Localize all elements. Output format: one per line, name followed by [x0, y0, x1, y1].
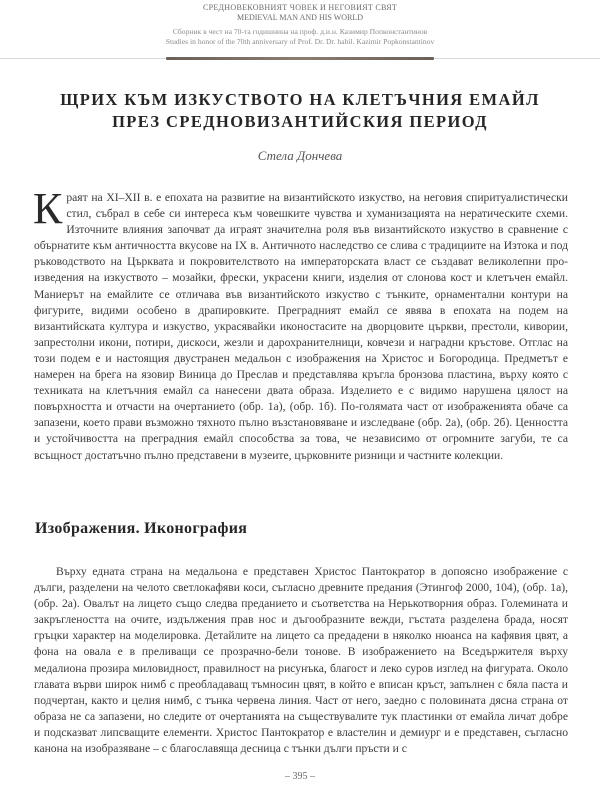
header-accent-bar [166, 57, 434, 60]
section-heading: Изображения. Иконография [35, 520, 248, 537]
dedication-bg: Сборник в чест на 70-та годишнина на проф. д.и.н. Казимир Попконстантинов [172, 27, 428, 36]
article-title [20, 89, 580, 133]
article-author: Стела Дончева [257, 148, 343, 163]
series-title-bg: СРЕДНОВЕКОВНИЯТ ЧОВЕК И НЕГОВИЯТ СВЯТ [202, 3, 398, 12]
running-header [0, 0, 600, 56]
page-number: – 395 – [285, 771, 315, 782]
intro-paragraph [33, 184, 568, 464]
intro-paragraph-text: раят на XI–XII в. е епохата на развитие на византийското изкуство, на неговия спиритуалистически стил, събрал в себе си интереса към човешките чувства и хуманизацията на нератическите схеми. Източните влияния започват да играят значителна роля във византийското изкуство в сравнение с обърнатите към античността вкусове на IX в. Античното наследство се слива с традициите на Изтока и под ръководството на Църквата и покровителството на императорската власт се създават великолепни произведения на изкуството – мозайки, фрески, украсени книги, изделия от слонова кост и клетъчен емайл. Маниерът на емайлите се отличава във византийското изкуство с тънките, орнаментални контури на фигурите, видими особено в драпировките. Преградният емайл се явява в епохата на подем на византийската култура и изкуство, украсявайки иконостасите на дворцовите църкви, престоли, кивории, запрестолни икони, потири, дискоси, жезли и дарохранителници, ковчези и наградни кръстове. Отглас на този подем е и настоящия двустранен медальон с изображения на Христос и Богородица. Предметът е намерен на брега на язовир Виница до Преслав и представлява кръгла бронзова пластина, върху която с техниката на клетъчния емайл са нанесени двата образа. Изделието е с видимо нарушена цялост на повърхността и отчасти на очертанието (обр. 1а), (обр. 1б). По-голямата част от изображенията обаче са запазени, което прави възможно тяхното пълно възстановяване и изследване (обр. 2а), (обр. 2б). Ценността и устойчивостта на преградния емайл способства за това, че независимо от огромните загуби, те са всъщност достатъчно пълно представени в музеите, църковните ризници и частните колекции. [34, 191, 568, 462]
drop-cap: К [33, 184, 63, 233]
section-paragraph: Върху едната страна на медальона е представен Христос Пантократор в допоясно изображение с дълги, разделени на челото светлокафяви коси, съгласно древните предания (Этингоф 2000, 104), (обр. 1а), (обр. 2а). Овалът на лицето също следва преданието и съответства на Нерькотворния образ. Големината и закръглеността на очите, издължения прав нос и дъгообразните вежди, гъстата разделена брада, носят гръцки характер на моделировка. Детайлите на лицето са предадени в няколко нюанса на кафявия цвят, а фона на овала е в преливащи се прозрачно-бели тонове. В изображението на Вседържителя върху медалиона прозира миловидност, правилност на рисунъка, благост и леко суров изглед на фигурата. Около главата върви широк нимб с преобладаващ тъмносин цвят, в който е вписан кръст, запълнен с бяла паста и подчертан, както и целия нимб, с тънка червена линия. Част от него, заедно с половината дясна страна от образа не са запазени, но следите от очертанията на съществувалите тук пластинки от емайла личат добре и подсказват липсващите елементи. Христос Пантократор е властелин и демиург и е представен, съгласно канона на изобразяване – с благославяща десница с тънки дълги пръсти и с [34, 565, 568, 756]
article-title-line-1: ЩРИХ КЪМ ИЗКУСТВОТО НА КЛЕТЪЧНИЯ ЕМАЙЛ [60, 90, 540, 109]
dedication-en: Studies in honor of the 70th anniversary of Prof. Dr. Dr. habil. Kazimir Popkonstantinov [165, 37, 435, 46]
article-title-line-2: ПРЕЗ СРЕДНОВИЗАНТИЙСКИЯ ПЕРИОД [112, 112, 488, 131]
series-title-en: MEDIEVAL MAN AND HIS WORLD [236, 13, 364, 22]
